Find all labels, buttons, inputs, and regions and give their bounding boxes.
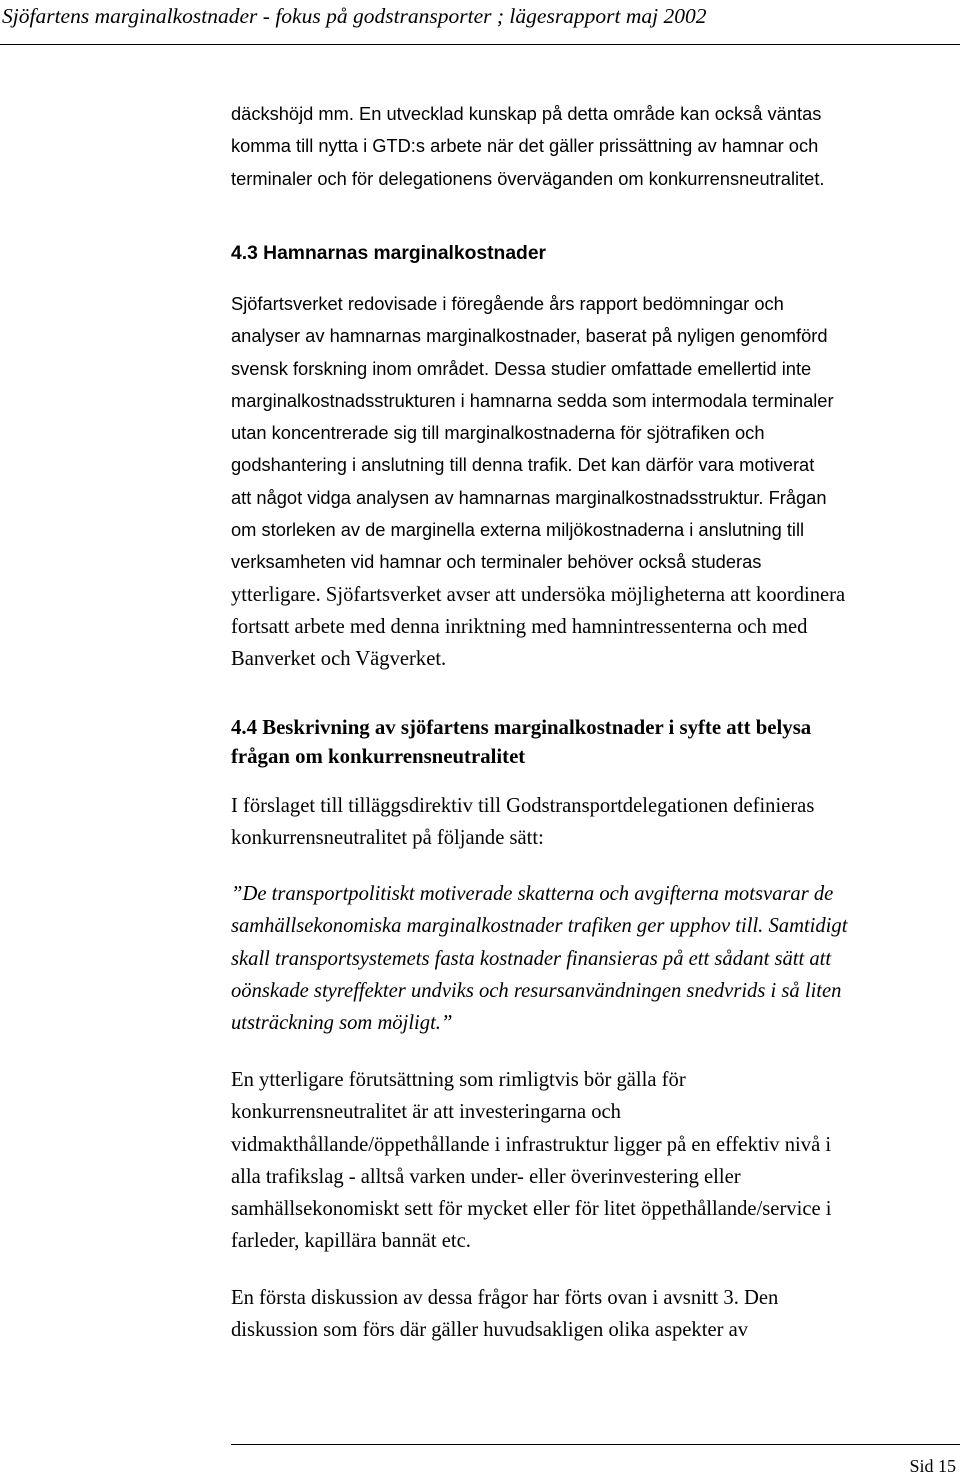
text-line: analyser av hamnarnas marginalkostnader, baserat på nyligen genomförd <box>231 325 828 347</box>
text-line: terminaler och för delegationens överväganden om konkurrensneutralitet. <box>231 167 825 189</box>
text-line: diskussion som förs där gäller huvudsakligen olika aspekter av <box>231 1319 749 1342</box>
quote-line: oönskade styreffekter undviks och resursanvändningen snedvrids i så liten <box>231 979 842 1002</box>
section-4-4-paragraph-3 <box>231 1282 953 1347</box>
text-line: att något vidga analysen av hamnarnas marginalkostnadsstruktur. Frågan <box>231 486 827 508</box>
page-number: Sid 15 <box>909 1456 956 1476</box>
text-line: utan koncentrerade sig till marginalkostnaderna för sjötrafiken och <box>231 422 765 444</box>
text-line: verksamheten vid hamnar och terminaler behöver också studeras <box>231 551 762 573</box>
section-4-4-paragraph-2 <box>231 1064 953 1258</box>
footer-divider <box>231 1444 960 1445</box>
definition-quote <box>231 878 953 1039</box>
section-4-4-intro <box>231 790 953 855</box>
text-line: I förslaget till tilläggsdirektiv till Godstransportdelegationen definieras <box>231 795 815 817</box>
quote-line: ”De transportpolitiskt motiverade skatterna och avgifterna motsvarar de <box>231 883 834 905</box>
text-line: ytterligare. Sjöfartsverket avser att undersöka möjligheterna att koordinera <box>231 583 846 606</box>
section-4-3-sans-text <box>231 288 953 579</box>
section-heading-4-3: 4.3 Hamnarnas marginalkostnader <box>231 243 547 264</box>
text-line: konkurrensneutralitet är att investeringarna och <box>231 1101 621 1124</box>
text-line: svensk forskning inom området. Dessa studier omfattade emellertid inte <box>231 357 812 379</box>
text-line: alla trafikslag - alltså varken under- eller överinvestering eller <box>231 1165 741 1188</box>
section-4-3-body <box>231 288 953 676</box>
section-heading-4-4 <box>231 713 953 771</box>
running-header-title: Sjöfartens marginalkostnader - fokus på godstransporter ; lägesrapport maj 2002 <box>2 4 707 28</box>
heading-line: frågan om konkurrensneutralitet <box>231 745 526 768</box>
quote-line: utsträckning som möjligt.” <box>231 1012 453 1035</box>
text-line: En första diskussion av dessa frågor har förts ovan i avsnitt 3. Den <box>231 1287 779 1309</box>
text-line: om storleken av de marginella externa miljökostnaderna i anslutning till <box>231 519 805 541</box>
section-4-3-serif-text <box>231 579 953 676</box>
text-line: godshantering i anslutning till denna trafik. Det kan därför vara motiverat <box>231 454 815 476</box>
text-line: konkurrensneutralitet på följande sätt: <box>231 827 544 850</box>
text-line: Sjöfartsverket redovisade i föregående års rapport bedömningar och <box>231 293 784 314</box>
text-line: Banverket och Vägverket. <box>231 648 447 671</box>
text-line: farleder, kapillära bannät etc. <box>231 1230 471 1253</box>
text-line: komma till nytta i GTD:s arbete när det gäller prissättning av hamnar och <box>231 135 819 157</box>
text-line: samhällsekonomiskt sett för mycket eller för litet öppethållande/service i <box>231 1198 832 1221</box>
text-line: marginalkostnadsstrukturen i hamnarna sedda som intermodala terminaler <box>231 389 834 411</box>
text-line: däckshöjd mm. En utvecklad kunskap på detta område kan också väntas <box>231 103 822 124</box>
heading-line: 4.4 Beskrivning av sjöfartens marginalkostnader i syfte att belysa <box>231 716 812 739</box>
text-line: vidmakthållande/öppethållande i infrastruktur ligger på en effektiv nivå i <box>231 1133 832 1156</box>
quote-line: skall transportsystemets fasta kostnader finansieras på ett sådant sätt att <box>231 947 832 970</box>
quote-line: samhällsekonomiska marginalkostnader trafiken ger upphov till. Samtidigt <box>231 915 848 938</box>
text-line: fortsatt arbete med denna inriktning med hamnintressenterna och med <box>231 615 808 638</box>
text-line: En ytterligare förutsättning som rimligtvis bör gälla för <box>231 1069 686 1091</box>
header-divider <box>0 44 960 45</box>
intro-paragraph <box>231 98 953 195</box>
